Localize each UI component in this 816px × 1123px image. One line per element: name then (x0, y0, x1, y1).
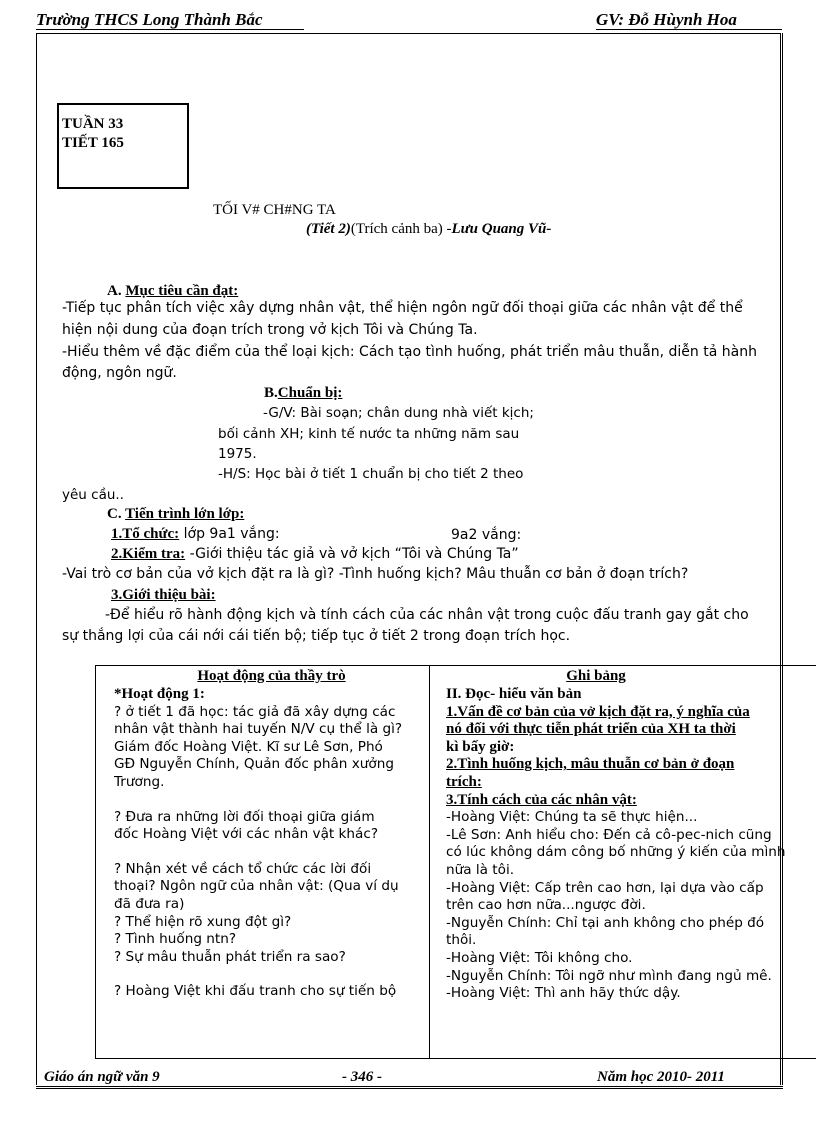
section-a-line: hiện nội dung của đoạn trích trong vở kịch Tôi và Chúng Ta. (62, 322, 478, 338)
board-line: 2.Tình huống kịch, mâu thuẫn cơ bản ở đoạn (446, 756, 735, 773)
section-c-heading: C. Tiến trình lớn lớp: (107, 506, 245, 522)
section-a-line: động, ngôn ngữ. (62, 365, 177, 381)
item-check: 2.Kiểm tra: -Giới thiệu tác giả và vở kịch “Tôi và Chúng Ta” (111, 546, 519, 562)
section-b-heading: B.Chuẩn bị: (264, 385, 343, 401)
board-line: trên cao hơn nữa...ngược đời. (446, 897, 646, 914)
activity-line: ? Tình huống ntn? (114, 931, 237, 948)
page-frame-left (36, 33, 37, 1085)
activity-line: GĐ Nguyễn Chính, Quản đốc phân xưởng (114, 756, 394, 773)
board-line: -Hoàng Việt: Cấp trên cao hơn, lại dựa vào cấp (446, 879, 764, 896)
item-organization-9a2: 9a2 vắng: (451, 527, 522, 543)
activity-line: thoại? Ngôn ngữ của nhân vật: (Qua ví dụ (114, 878, 399, 895)
lesson-title: TỐI V# CH#NG TA (213, 202, 336, 218)
page-frame-top (36, 33, 780, 34)
activity-line: đã đưa ra) (114, 895, 185, 912)
board-line: 1.Vấn đề cơ bản của vở kịch đặt ra, ý nghĩa của (446, 703, 750, 720)
teacher-student-activity-column (96, 666, 430, 1059)
board-line: -Hoàng Việt: Tôi không cho. (446, 949, 633, 966)
page-frame-bottom (36, 1086, 783, 1089)
footer-school-year: Năm học 2010- 2011 (597, 1069, 725, 1085)
header-underline-right (596, 29, 782, 30)
board-line: kì bấy giờ: (446, 738, 515, 755)
section-b-line: yêu cầu.. (62, 487, 124, 503)
teacher-name: GV: Đỗ Hùynh Hoa (596, 10, 737, 29)
board-line: -Lê Sơn: Anh hiểu cho: Đến cả cô-pec-nich cũng (446, 826, 772, 843)
board-line: -Hoàng Việt: Thì anh hãy thức dậy. (446, 985, 681, 1002)
activity-line: ? ở tiết 1 đã học: tác giả đã xây dựng các (114, 703, 396, 720)
activity-line (114, 792, 429, 809)
activity-line: ? Nhận xét về cách tổ chức các lời đối (114, 860, 372, 877)
item-intro-line: sự thắng lợi của cái nới cái tiến bộ; tiếp tục ở tiết 2 trong đoạn trích học. (62, 628, 571, 644)
activity-line: nhân vật thành hai tuyến N/V cụ thể là gì? (114, 721, 403, 738)
activity-line (114, 844, 429, 861)
footer-subject: Giáo án ngữ văn 9 (44, 1069, 160, 1085)
section-b-line: -G/V: Bài soạn; chân dung nhà viết kịch; (263, 405, 534, 421)
period-label: TIẾT 165 (62, 135, 124, 151)
activity-line: ? Hoàng Việt khi đấu tranh cho sự tiến bộ (114, 983, 397, 1000)
section-a-line: -Tiếp tục phân tích việc xây dựng nhân vật, thể hiện ngôn ngữ đối thoại giữa các nhân vật để thể (62, 300, 743, 316)
lesson-subtitle: (Tiết 2)(Trích cảnh ba) -Lưu Quang Vũ- (306, 221, 552, 237)
section-a-line: -Hiểu thêm về đặc điểm của thể loại kịch: Cách tạo tình huống, phát triển mâu thuẫn, diễn tả hành (62, 344, 757, 360)
column-header-board: Ghi bảng (566, 668, 626, 684)
activity-line: Giám đốc Hoàng Việt. Kĩ sư Lê Sơn, Phó (114, 738, 383, 755)
column-header-activity: Hoạt động của thầy trò (197, 668, 346, 684)
board-line: nó đối với thực tiễn phát triển của XH ta thời (446, 721, 736, 738)
section-b-line: 1975. (218, 446, 257, 462)
item-organization: 1.Tổ chức: lớp 9a1 vắng: (111, 526, 280, 542)
activity-line: *Hoạt động 1: (114, 686, 205, 702)
week-label: TUẦN 33 (62, 116, 124, 132)
item-check-line: -Vai trò cơ bản của vở kịch đặt ra là gì? -Tình huống kịch? Mâu thuẫn cơ bản ở đoạn trích? (62, 566, 689, 582)
board-line: -Nguyễn Chính: Tôi ngỡ như mình đang ngủ mê. (446, 967, 772, 984)
board-line: thôi. (446, 932, 477, 949)
footer-page-number: - 346 - (342, 1069, 382, 1085)
header-underline-left (36, 29, 304, 30)
activity-line: đốc Hoàng Việt với các nhân vật khác? (114, 826, 379, 843)
section-a-heading: A. Mục tiêu cần đạt: (107, 283, 239, 299)
item-intro-heading: 3.Giới thiệu bài: (111, 587, 216, 603)
lesson-table (95, 665, 816, 1059)
activity-line: ? Sự mâu thuẫn phát triển ra sao? (114, 948, 346, 965)
activity-line (114, 966, 429, 983)
board-line: có lúc không dám công bố những ý kiến của mình (446, 844, 786, 861)
board-line: 3.Tính cách của các nhân vật: (446, 791, 637, 808)
activity-line: ? Đưa ra những lời đối thoại giữa giám (114, 808, 375, 825)
board-line: nữa là tôi. (446, 861, 515, 878)
activity-line: Trương. (114, 773, 165, 790)
board-line: -Nguyễn Chính: Chỉ tại anh không cho phép đó (446, 914, 765, 931)
section-b-line: bối cảnh XH; kinh tế nước ta những năm sau (218, 426, 520, 442)
item-intro-line: -Để hiểu rõ hành động kịch và tính cách của các nhân vật trong cuộc đấu tranh gay gắt cho (105, 607, 749, 623)
activity-line: ? Thể hiện rõ xung đột gì? (114, 913, 292, 930)
board-notes-column (430, 666, 816, 1059)
board-line: trích: (446, 773, 482, 790)
school-name: Trường THCS Long Thành Bắc (36, 10, 263, 29)
board-line: II. Đọc- hiểu văn bản (446, 686, 582, 702)
board-line: -Hoàng Việt: Chúng ta sẽ thực hiện... (446, 809, 698, 826)
section-b-line: -H/S: Học bài ở tiết 1 chuẩn bị cho tiết 2 theo (218, 466, 524, 482)
